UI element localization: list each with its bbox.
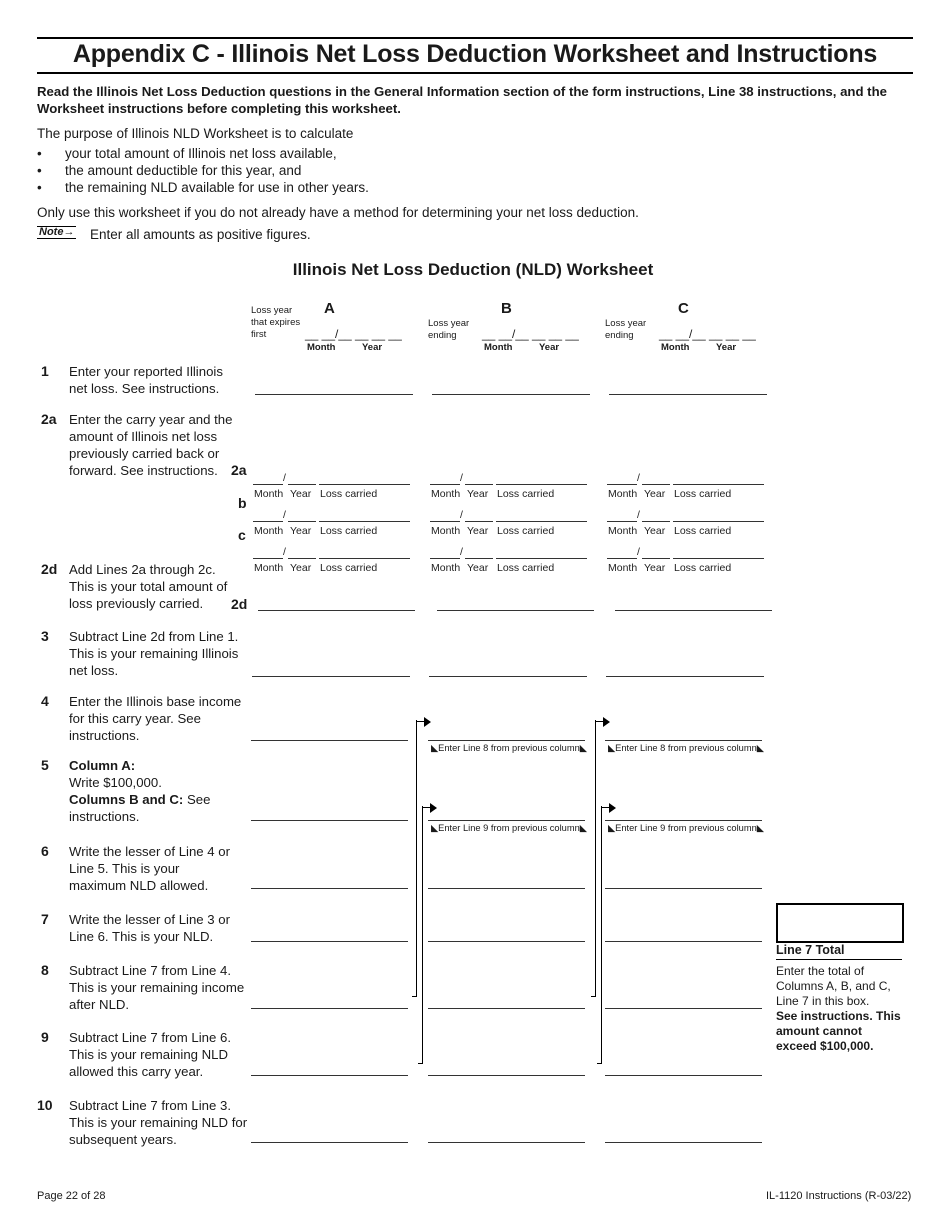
line-number: 3 — [41, 628, 49, 644]
carry-slash: / — [283, 546, 286, 558]
carry-month-label: Month — [254, 525, 284, 537]
worksheet-title: Illinois Net Loss Deduction (NLD) Worksheet — [292, 260, 654, 279]
carry-loss-label: Loss carried — [497, 488, 555, 500]
line-5-col-a-label: Column A: — [69, 758, 136, 773]
title-underline — [37, 72, 913, 74]
carry-2a-col-c-month[interactable] — [607, 484, 637, 485]
line-number: 4 — [41, 693, 49, 709]
line-10-col-a-field[interactable] — [251, 1142, 408, 1143]
carry-2b-col-c-year[interactable] — [642, 521, 670, 522]
carry-loss-label: Loss carried — [497, 562, 555, 574]
column-c-date: __ __/__ __ __ __ — [659, 327, 756, 341]
line-number: 7 — [41, 911, 49, 927]
intro-instructions: Read the Illinois Net Loss Deduction questions in the General Information section of the form instructions, Line 38 instructions, and the Worksheet instructions before completing this worksheet. — [37, 84, 887, 116]
carry-month-label: Month — [608, 562, 638, 574]
line-5-col-b-field[interactable] — [428, 820, 585, 821]
carry-2b-col-b-month[interactable] — [430, 521, 460, 522]
top-rule — [37, 37, 913, 39]
line-8-col-b-field[interactable] — [428, 1008, 585, 1009]
arrow-right-icon: → — [63, 226, 75, 238]
line-6-text: Write the lesser of Line 4 or Line 5. This is your maximum NLD allowed. — [69, 844, 231, 893]
carry-slash: / — [460, 546, 463, 558]
carry-slash: / — [637, 546, 640, 558]
corner-arrow-icon: ◣ — [579, 743, 587, 753]
carry-2c-col-b-month[interactable] — [430, 558, 460, 559]
carry-year-label: Year — [467, 488, 489, 500]
flow-bracket-c-line9-bottom — [597, 1063, 602, 1064]
line-9-col-c-field[interactable] — [605, 1075, 762, 1076]
flow-bracket-c-line9 — [601, 806, 602, 1064]
line-5-col-bc-label: Columns B and C: — [69, 792, 184, 807]
carry-2c-col-a-loss[interactable] — [319, 558, 410, 559]
prev-col-9-note-c: ◣Enter Line 9 from previous column◣ — [608, 823, 764, 833]
line-4-col-c-field[interactable] — [605, 740, 762, 741]
line-9-text: Subtract Line 7 from Line 6. This is your remaining NLD allowed this carry year. — [69, 1030, 232, 1079]
line-4-col-a-field[interactable] — [251, 740, 408, 741]
line-2d-col-b-field[interactable] — [437, 610, 594, 611]
arrow-right-icon — [424, 717, 431, 727]
carry-slash: / — [637, 509, 640, 521]
line-8-col-c-field[interactable] — [605, 1008, 762, 1009]
column-a-date: __ __/__ __ __ __ — [305, 327, 402, 341]
line-8-col-a-field[interactable] — [251, 1008, 408, 1009]
line-number: 1 — [41, 363, 49, 379]
carry-2b-col-c-loss[interactable] — [673, 521, 764, 522]
line-2d-text: Add Lines 2a through 2c. This is your total amount of loss previously carried. — [69, 562, 228, 611]
carry-month-label: Month — [431, 488, 461, 500]
line-number: 5 — [41, 757, 49, 773]
flow-bracket-c-line8-top — [595, 721, 603, 722]
flow-bracket-b-line8 — [416, 720, 417, 997]
line-1-col-b-field[interactable] — [432, 394, 590, 395]
carry-year-label: Year — [290, 562, 312, 574]
carry-month-label: Month — [608, 488, 638, 500]
carry-2a-col-a-loss[interactable] — [319, 484, 410, 485]
carry-2a-col-b-month[interactable] — [430, 484, 460, 485]
column-b-desc: Loss year ending — [428, 318, 470, 341]
corner-arrow-icon: ◣ — [608, 823, 616, 833]
line-4-text: Enter the Illinois base income for this carry year. See instructions. — [69, 694, 242, 743]
line-3-col-b-field[interactable] — [429, 676, 587, 677]
carry-2b-col-a-loss[interactable] — [319, 521, 410, 522]
line-7-total-box[interactable] — [776, 903, 904, 943]
carry-month-label: Month — [254, 488, 284, 500]
flow-bracket-b-line8-bottom — [412, 996, 417, 997]
note-badge — [37, 226, 76, 239]
flow-bracket-b-line9-bottom — [418, 1063, 423, 1064]
carry-2b-col-b-year[interactable] — [465, 521, 493, 522]
carry-2a-col-b-year[interactable] — [465, 484, 493, 485]
line-7-col-c-field[interactable] — [605, 941, 762, 942]
column-c-year: Year — [716, 342, 737, 353]
line-5-col-a-text: Write $100,000. — [69, 775, 162, 790]
carry-year-label: Year — [644, 562, 666, 574]
line-7-col-a-field[interactable] — [251, 941, 408, 942]
line-2a-tag: 2a — [231, 462, 247, 478]
arrow-right-icon — [609, 803, 616, 813]
carry-loss-label: Loss carried — [674, 488, 732, 500]
line-5-col-a-field[interactable] — [251, 820, 408, 821]
carry-2c-col-a-year[interactable] — [288, 558, 316, 559]
line-9-col-a-field[interactable] — [251, 1075, 408, 1076]
carry-year-label: Year — [290, 525, 312, 537]
line-10-text: Subtract Line 7 from Line 3. This is your remaining NLD for subsequent years. — [69, 1098, 248, 1147]
corner-arrow-icon: ◣ — [608, 743, 616, 753]
carry-month-label: Month — [431, 562, 461, 574]
line-number: 6 — [41, 843, 49, 859]
carry-2a-col-a-month[interactable] — [253, 484, 283, 485]
carry-loss-label: Loss carried — [320, 562, 378, 574]
carry-year-label: Year — [644, 488, 666, 500]
corner-arrow-icon: ◣ — [431, 743, 439, 753]
footer-page: Page 22 of 28 — [37, 1190, 106, 1202]
carry-2c-col-c-year[interactable] — [642, 558, 670, 559]
carry-loss-label: Loss carried — [674, 562, 732, 574]
carry-slash: / — [460, 472, 463, 484]
column-b-year: Year — [539, 342, 560, 353]
carry-year-label: Year — [467, 525, 489, 537]
carry-year-label: Year — [290, 488, 312, 500]
column-a-year: Year — [362, 342, 383, 353]
line-7-text: Write the lesser of Line 3 or Line 6. This is your NLD. — [69, 912, 231, 944]
carry-2c-col-a-month[interactable] — [253, 558, 283, 559]
line-1-text: Enter your reported Illinois net loss. See instructions. — [69, 364, 223, 396]
carry-loss-label: Loss carried — [320, 525, 378, 537]
carry-year-label: Year — [644, 525, 666, 537]
line-7-total-bold: See instructions. This amount cannot exceed $100,000. — [776, 1009, 901, 1053]
line-5-col-bc-text: See instructions. — [69, 792, 211, 824]
carry-month-label: Month — [431, 525, 461, 537]
line-number: 10 — [37, 1097, 53, 1113]
line-2d-col-a-field[interactable] — [258, 610, 415, 611]
carry-2b-col-b-loss[interactable] — [496, 521, 587, 522]
line-2b-tag: b — [238, 495, 247, 511]
line-2d-col-c-field[interactable] — [615, 610, 772, 611]
carry-slash: / — [283, 472, 286, 484]
note-badge-label: Note — [39, 226, 64, 238]
line-10-col-b-field[interactable] — [428, 1142, 585, 1143]
carry-month-label: Month — [254, 562, 284, 574]
line-3-col-c-field[interactable] — [606, 676, 764, 677]
carry-loss-label: Loss carried — [497, 525, 555, 537]
line-7-col-b-field[interactable] — [428, 941, 585, 942]
line-7-total-text: Enter the total of Columns A, B, and C, Line 7 in this box. — [776, 964, 891, 1008]
line-9-col-b-field[interactable] — [428, 1075, 585, 1076]
line-1-col-a-field[interactable] — [255, 394, 413, 395]
column-a-month: Month — [307, 342, 336, 353]
column-c-desc: Loss year ending — [605, 318, 647, 341]
flow-bracket-c-line8 — [595, 720, 596, 997]
carry-slash: / — [637, 472, 640, 484]
arrow-right-icon — [430, 803, 437, 813]
column-b-date: __ __/__ __ __ __ — [482, 327, 579, 341]
carry-2b-col-a-year[interactable] — [288, 521, 316, 522]
column-b-letter: B — [501, 300, 512, 317]
corner-arrow-icon: ◣ — [756, 743, 764, 753]
carry-slash: / — [283, 509, 286, 521]
flow-bracket-c-line9-top — [601, 807, 609, 808]
arrow-right-icon — [603, 717, 610, 727]
line-5-col-c-field[interactable] — [605, 820, 762, 821]
line-1-col-c-field[interactable] — [609, 394, 767, 395]
carry-loss-label: Loss carried — [674, 525, 732, 537]
carry-2c-col-b-loss[interactable] — [496, 558, 587, 559]
line-number: 2d — [41, 561, 58, 577]
line-3-text: Subtract Line 2d from Line 1. This is your remaining Illinois net loss. — [69, 629, 239, 678]
column-c-month: Month — [661, 342, 690, 353]
line-4-col-b-field[interactable] — [428, 740, 585, 741]
line-number: 8 — [41, 962, 49, 978]
carry-2a-col-c-loss[interactable] — [673, 484, 764, 485]
column-c-letter: C — [678, 300, 689, 317]
line-6-col-b-field[interactable] — [428, 888, 585, 889]
flow-bracket-c-line8-bottom — [591, 996, 596, 997]
column-a-letter: A — [324, 300, 335, 317]
column-b-month: Month — [484, 342, 513, 353]
corner-arrow-icon: ◣ — [431, 823, 439, 833]
flow-bracket-b-line9-top — [422, 807, 430, 808]
carry-month-label: Month — [608, 525, 638, 537]
carry-slash: / — [460, 509, 463, 521]
line-6-col-a-field[interactable] — [251, 888, 408, 889]
line-3-col-a-field[interactable] — [252, 676, 410, 677]
line-2a-text: Enter the carry year and the amount of Illinois net loss previously carried back or forward. See instructions. — [69, 412, 233, 478]
note-text: Enter all amounts as positive figures. — [90, 227, 311, 242]
purpose-text: The purpose of Illinois NLD Worksheet is to calculate — [37, 126, 354, 141]
carry-year-label: Year — [467, 562, 489, 574]
carry-2b-col-a-month[interactable] — [253, 521, 283, 522]
flow-bracket-b-line9 — [422, 806, 423, 1064]
line-6-col-c-field[interactable] — [605, 888, 762, 889]
carry-2b-col-c-month[interactable] — [607, 521, 637, 522]
carry-2a-col-b-loss[interactable] — [496, 484, 587, 485]
footer-form: IL-1120 Instructions (R-03/22) — [766, 1190, 912, 1202]
carry-2c-col-c-loss[interactable] — [673, 558, 764, 559]
carry-2c-col-c-month[interactable] — [607, 558, 637, 559]
prev-col-8-note-b: ◣Enter Line 8 from previous column◣ — [431, 743, 587, 753]
line-2d-tag: 2d — [231, 596, 248, 612]
line-8-text: Subtract Line 7 from Line 4. This is your remaining income after NLD. — [69, 963, 245, 1012]
column-a-desc: Loss year that expires first — [251, 305, 301, 340]
carry-2a-col-c-year[interactable] — [642, 484, 670, 485]
prev-col-8-note-c: ◣Enter Line 8 from previous column◣ — [608, 743, 764, 753]
only-use-text: Only use this worksheet if you do not already have a method for determining your net loss deduction. — [37, 205, 639, 220]
carry-2a-col-a-year[interactable] — [288, 484, 316, 485]
carry-2c-col-b-year[interactable] — [465, 558, 493, 559]
line-10-col-c-field[interactable] — [605, 1142, 762, 1143]
line-2c-tag: c — [238, 527, 246, 543]
corner-arrow-icon: ◣ — [579, 823, 587, 833]
line-5-text — [69, 757, 239, 825]
prev-col-9-note-b: ◣Enter Line 9 from previous column◣ — [431, 823, 587, 833]
corner-arrow-icon: ◣ — [756, 823, 764, 833]
flow-bracket-b-line8-top — [416, 721, 424, 722]
page-title: Appendix C - Illinois Net Loss Deduction Worksheet and Instructions — [72, 40, 878, 68]
line-number: 9 — [41, 1029, 49, 1045]
carry-loss-label: Loss carried — [320, 488, 378, 500]
line-7-total-title: Line 7 Total — [776, 943, 902, 960]
line-number: 2a — [41, 411, 57, 427]
